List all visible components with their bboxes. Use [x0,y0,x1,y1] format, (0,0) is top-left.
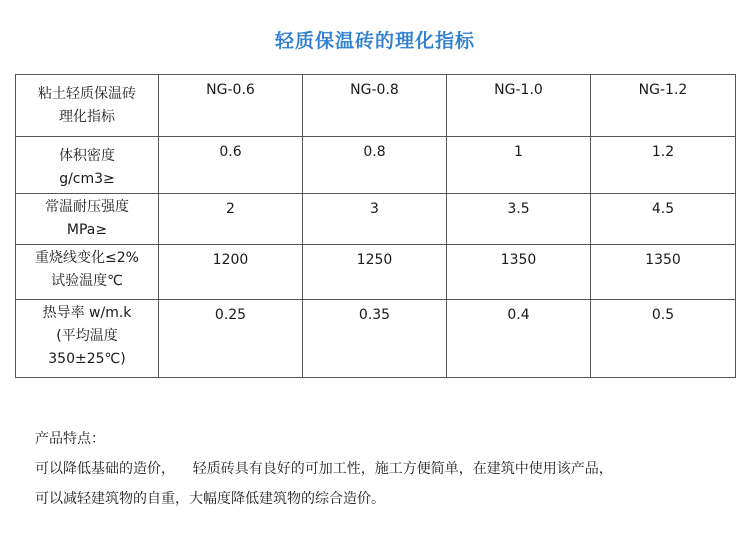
value-cell: 1350 [447,245,591,300]
table-row [16,300,736,378]
header-label-line: 理化指标 [59,109,115,125]
value-cell: 0.6 [159,137,303,194]
row-label-line: g/cm3≥ [59,171,115,187]
value-cell: 1 [447,137,591,194]
value-cell: 2 [159,194,303,245]
table-row [16,137,736,194]
value-cell: 0.35 [303,300,447,378]
value-cell: 3.5 [447,194,591,245]
row-label-cell [16,300,159,378]
product-features [35,424,613,514]
value-cell: 1200 [159,245,303,300]
value-cell: 0.25 [159,300,303,378]
grade-header-cell: NG-1.2 [591,75,736,137]
row-label-line: 试验温度℃ [51,273,123,289]
grade-header-cell: NG-0.8 [303,75,447,137]
spec-table [15,74,736,378]
features-line: 可以降低基础的造价， 轻质砖具有良好的可加工性，施工方便简单，在建筑中使用该产品， [35,461,613,477]
grade-header-cell: NG-0.6 [159,75,303,137]
value-cell: 0.8 [303,137,447,194]
value-cell: 0.5 [591,300,736,378]
features-line: 可以减轻建筑物的自重，大幅度降低建筑物的综合造价。 [35,491,385,507]
value-cell: 0.4 [447,300,591,378]
value-cell: 1.2 [591,137,736,194]
row-label-line: 重烧线变化≤2% [35,250,139,266]
row-label-line: (平均温度 [56,328,118,344]
row-label-line: 350±25℃) [48,351,126,367]
table-row [16,245,736,300]
grade-header-cell: NG-1.0 [447,75,591,137]
value-cell: 1350 [591,245,736,300]
value-cell: 3 [303,194,447,245]
header-label-line: 粘土轻质保温砖 [38,86,136,102]
value-cell: 1250 [303,245,447,300]
row-label-line: MPa≥ [66,222,108,238]
table-header-row [16,75,736,137]
row-label-cell [16,137,159,194]
table-row [16,194,736,245]
row-label-line: 常温耐压强度 [45,199,129,215]
row-label-line: 热导率 w/m.k [42,305,132,321]
page-title: 轻质保温砖的理化指标 [274,30,475,52]
header-label-cell [16,75,159,137]
row-label-cell [16,245,159,300]
row-label-line: 体积密度 [59,148,115,164]
value-cell: 4.5 [591,194,736,245]
features-heading: 产品特点： [35,431,105,447]
row-label-cell [16,194,159,245]
